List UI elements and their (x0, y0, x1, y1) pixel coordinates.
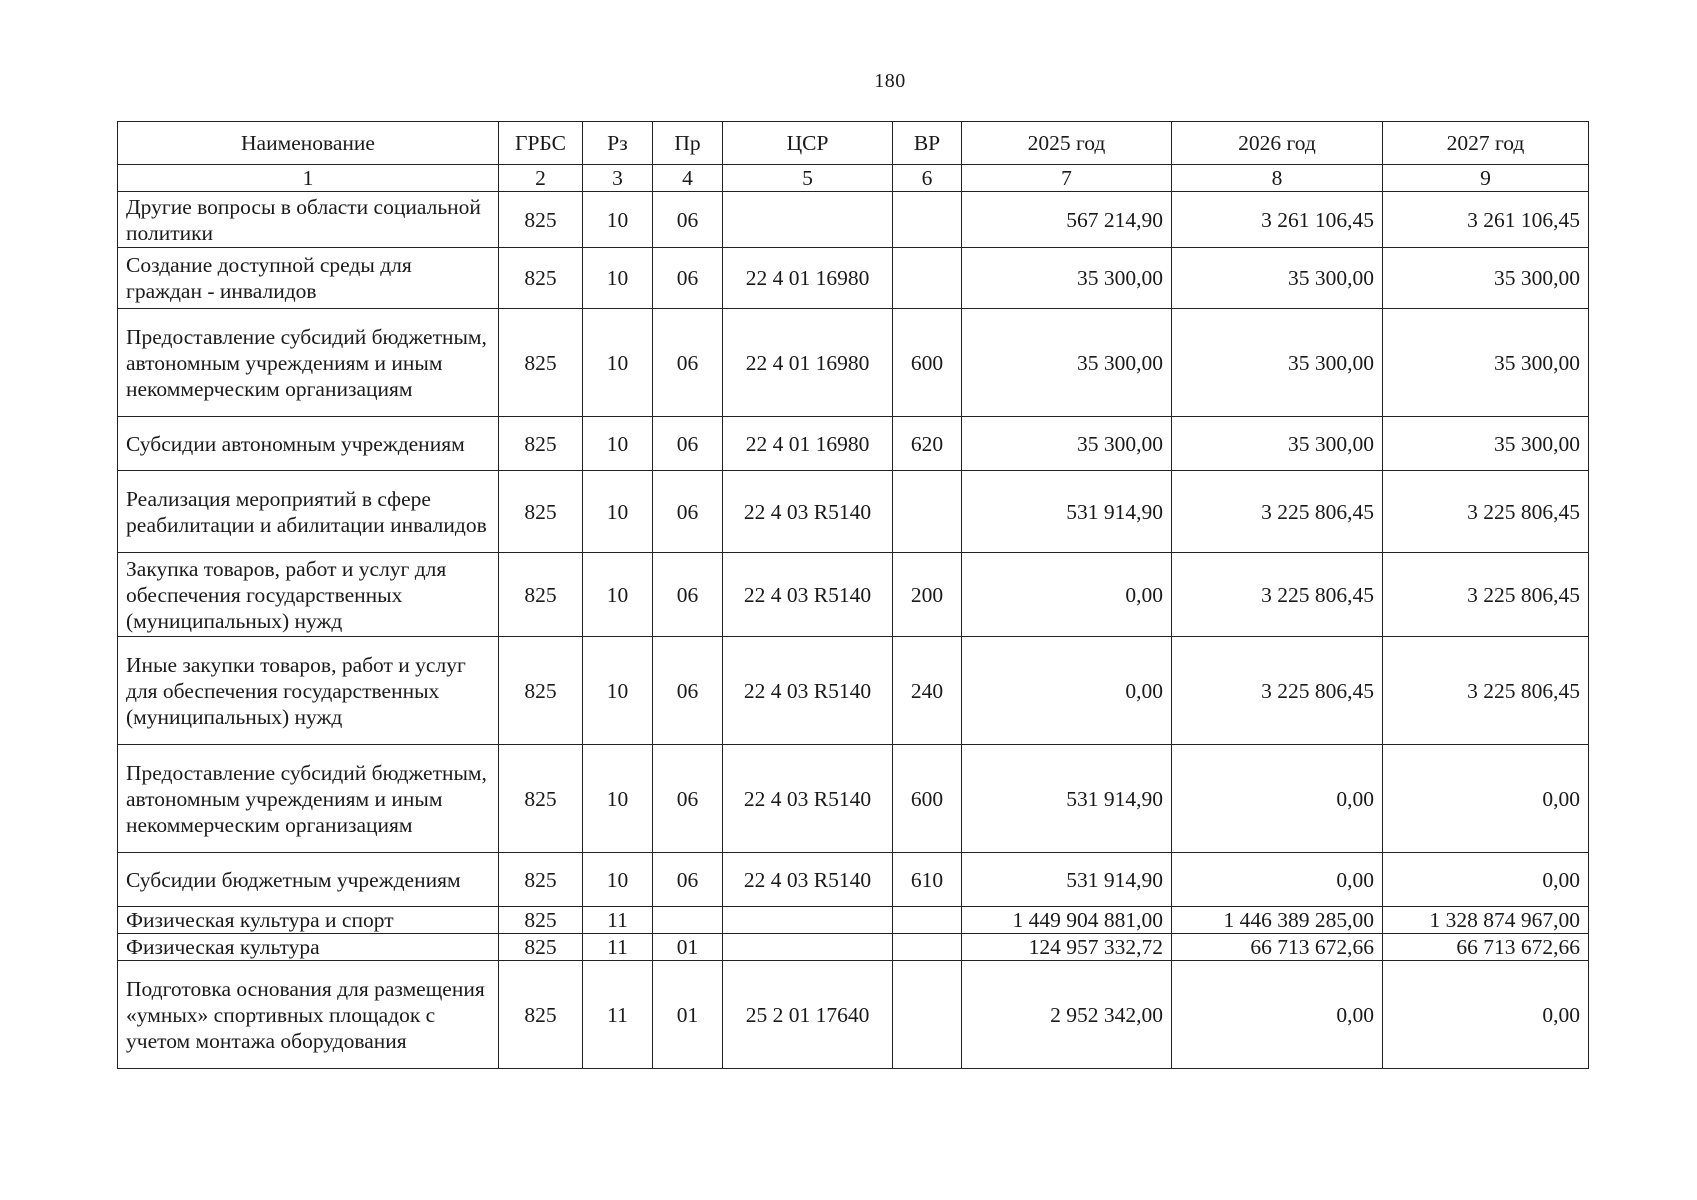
table-row (118, 417, 1589, 471)
row-rz: 10 (583, 417, 653, 471)
header-2025: 2025 год (962, 122, 1172, 165)
row-rz: 10 (583, 471, 653, 553)
row-2027: 35 300,00 (1383, 309, 1589, 417)
column-number: 3 (583, 165, 653, 192)
row-2026: 66 713 672,66 (1172, 934, 1383, 961)
row-csr (723, 907, 893, 934)
header-2027: 2027 год (1383, 122, 1589, 165)
row-2026: 0,00 (1172, 853, 1383, 907)
row-grbs: 825 (499, 553, 583, 637)
table-row (118, 248, 1589, 309)
row-rz: 10 (583, 192, 653, 248)
row-2026: 1 446 389 285,00 (1172, 907, 1383, 934)
row-vr: 610 (893, 853, 962, 907)
header-2026: 2026 год (1172, 122, 1383, 165)
row-2026: 3 225 806,45 (1172, 553, 1383, 637)
row-2025: 35 300,00 (962, 417, 1172, 471)
row-name: Подготовка основания для размещения «умных» спортивных площадок с учетом монтажа оборудования (118, 961, 499, 1069)
row-rz: 10 (583, 745, 653, 853)
row-rz: 10 (583, 248, 653, 309)
header-row (118, 122, 1589, 165)
row-2026: 3 261 106,45 (1172, 192, 1383, 248)
row-2026: 3 225 806,45 (1172, 637, 1383, 745)
row-2025: 2 952 342,00 (962, 961, 1172, 1069)
row-2027: 66 713 672,66 (1383, 934, 1589, 961)
row-rz: 11 (583, 961, 653, 1069)
row-2026: 35 300,00 (1172, 417, 1383, 471)
row-2027: 3 225 806,45 (1383, 471, 1589, 553)
row-csr (723, 192, 893, 248)
row-grbs: 825 (499, 907, 583, 934)
row-rz: 11 (583, 934, 653, 961)
row-2027: 0,00 (1383, 961, 1589, 1069)
row-2026: 0,00 (1172, 961, 1383, 1069)
row-vr (893, 248, 962, 309)
column-number: 2 (499, 165, 583, 192)
row-rz: 10 (583, 553, 653, 637)
row-csr: 22 4 03 R5140 (723, 553, 893, 637)
row-2025: 0,00 (962, 637, 1172, 745)
table-row (118, 637, 1589, 745)
row-pr: 06 (653, 637, 723, 745)
row-rz: 10 (583, 637, 653, 745)
table-row (118, 553, 1589, 637)
row-rz: 11 (583, 907, 653, 934)
row-pr: 06 (653, 471, 723, 553)
row-2025: 531 914,90 (962, 853, 1172, 907)
row-2025: 35 300,00 (962, 248, 1172, 309)
budget-table (117, 121, 1589, 1069)
row-pr: 06 (653, 417, 723, 471)
row-grbs: 825 (499, 309, 583, 417)
column-number: 4 (653, 165, 723, 192)
row-2027: 3 261 106,45 (1383, 192, 1589, 248)
row-2025: 531 914,90 (962, 745, 1172, 853)
row-2027: 3 225 806,45 (1383, 553, 1589, 637)
row-pr: 01 (653, 934, 723, 961)
row-grbs: 825 (499, 637, 583, 745)
row-grbs: 825 (499, 961, 583, 1069)
row-grbs: 825 (499, 471, 583, 553)
row-pr: 01 (653, 961, 723, 1069)
row-2025: 531 914,90 (962, 471, 1172, 553)
row-grbs: 825 (499, 417, 583, 471)
row-vr: 600 (893, 745, 962, 853)
table-row (118, 934, 1589, 961)
row-csr: 25 2 01 17640 (723, 961, 893, 1069)
row-vr (893, 934, 962, 961)
header-vr: ВР (893, 122, 962, 165)
row-vr: 200 (893, 553, 962, 637)
row-name: Субсидии бюджетным учреждениям (118, 853, 499, 907)
row-grbs: 825 (499, 853, 583, 907)
table-row (118, 192, 1589, 248)
column-number: 6 (893, 165, 962, 192)
header-rz: Рз (583, 122, 653, 165)
row-csr (723, 934, 893, 961)
row-pr: 06 (653, 853, 723, 907)
header-grbs: ГРБС (499, 122, 583, 165)
row-name: Субсидии автономным учреждениям (118, 417, 499, 471)
row-vr (893, 471, 962, 553)
row-2027: 3 225 806,45 (1383, 637, 1589, 745)
row-name: Создание доступной среды для граждан - инвалидов (118, 248, 499, 309)
table-row (118, 745, 1589, 853)
table-row (118, 907, 1589, 934)
row-vr: 620 (893, 417, 962, 471)
column-number: 8 (1172, 165, 1383, 192)
table-row (118, 961, 1589, 1069)
row-2025: 124 957 332,72 (962, 934, 1172, 961)
row-2027: 0,00 (1383, 745, 1589, 853)
row-2027: 35 300,00 (1383, 417, 1589, 471)
row-2025: 567 214,90 (962, 192, 1172, 248)
row-vr (893, 961, 962, 1069)
row-2027: 0,00 (1383, 853, 1589, 907)
row-pr (653, 907, 723, 934)
row-vr: 600 (893, 309, 962, 417)
row-csr: 22 4 03 R5140 (723, 745, 893, 853)
row-grbs: 825 (499, 248, 583, 309)
row-pr: 06 (653, 309, 723, 417)
row-2026: 3 225 806,45 (1172, 471, 1383, 553)
row-pr: 06 (653, 553, 723, 637)
row-name: Другие вопросы в области социальной политики (118, 192, 499, 248)
row-2026: 0,00 (1172, 745, 1383, 853)
column-number: 7 (962, 165, 1172, 192)
row-csr: 22 4 03 R5140 (723, 853, 893, 907)
row-csr: 22 4 03 R5140 (723, 637, 893, 745)
row-csr: 22 4 01 16980 (723, 248, 893, 309)
row-2025: 0,00 (962, 553, 1172, 637)
row-rz: 10 (583, 853, 653, 907)
row-2026: 35 300,00 (1172, 309, 1383, 417)
row-2027: 35 300,00 (1383, 248, 1589, 309)
row-grbs: 825 (499, 192, 583, 248)
row-vr (893, 907, 962, 934)
table-row (118, 853, 1589, 907)
page-number: 180 (874, 70, 906, 92)
column-number-row (118, 165, 1589, 192)
row-name: Реализация мероприятий в сфере реабилитации и абилитации инвалидов (118, 471, 499, 553)
row-name: Физическая культура и спорт (118, 907, 499, 934)
row-name: Предоставление субсидий бюджетным, автономным учреждениям и иным некоммерческим организациям (118, 745, 499, 853)
row-pr: 06 (653, 192, 723, 248)
row-csr: 22 4 01 16980 (723, 417, 893, 471)
row-rz: 10 (583, 309, 653, 417)
row-csr: 22 4 03 R5140 (723, 471, 893, 553)
column-number: 5 (723, 165, 893, 192)
row-name: Иные закупки товаров, работ и услуг для обеспечения государственных (муниципальных) нужд (118, 637, 499, 745)
row-2025: 35 300,00 (962, 309, 1172, 417)
row-vr: 240 (893, 637, 962, 745)
row-grbs: 825 (499, 934, 583, 961)
row-pr: 06 (653, 248, 723, 309)
row-vr (893, 192, 962, 248)
header-pr: Пр (653, 122, 723, 165)
header-name: Наименование (118, 122, 499, 165)
row-name: Предоставление субсидий бюджетным, автономным учреждениям и иным некоммерческим организациям (118, 309, 499, 417)
row-name: Физическая культура (118, 934, 499, 961)
row-pr: 06 (653, 745, 723, 853)
header-csr: ЦСР (723, 122, 893, 165)
row-2027: 1 328 874 967,00 (1383, 907, 1589, 934)
column-number: 9 (1383, 165, 1589, 192)
row-name: Закупка товаров, работ и услуг для обеспечения государственных (муниципальных) нужд (118, 553, 499, 637)
row-csr: 22 4 01 16980 (723, 309, 893, 417)
table-row (118, 309, 1589, 417)
row-2025: 1 449 904 881,00 (962, 907, 1172, 934)
row-grbs: 825 (499, 745, 583, 853)
row-2026: 35 300,00 (1172, 248, 1383, 309)
table-row (118, 471, 1589, 553)
column-number: 1 (118, 165, 499, 192)
